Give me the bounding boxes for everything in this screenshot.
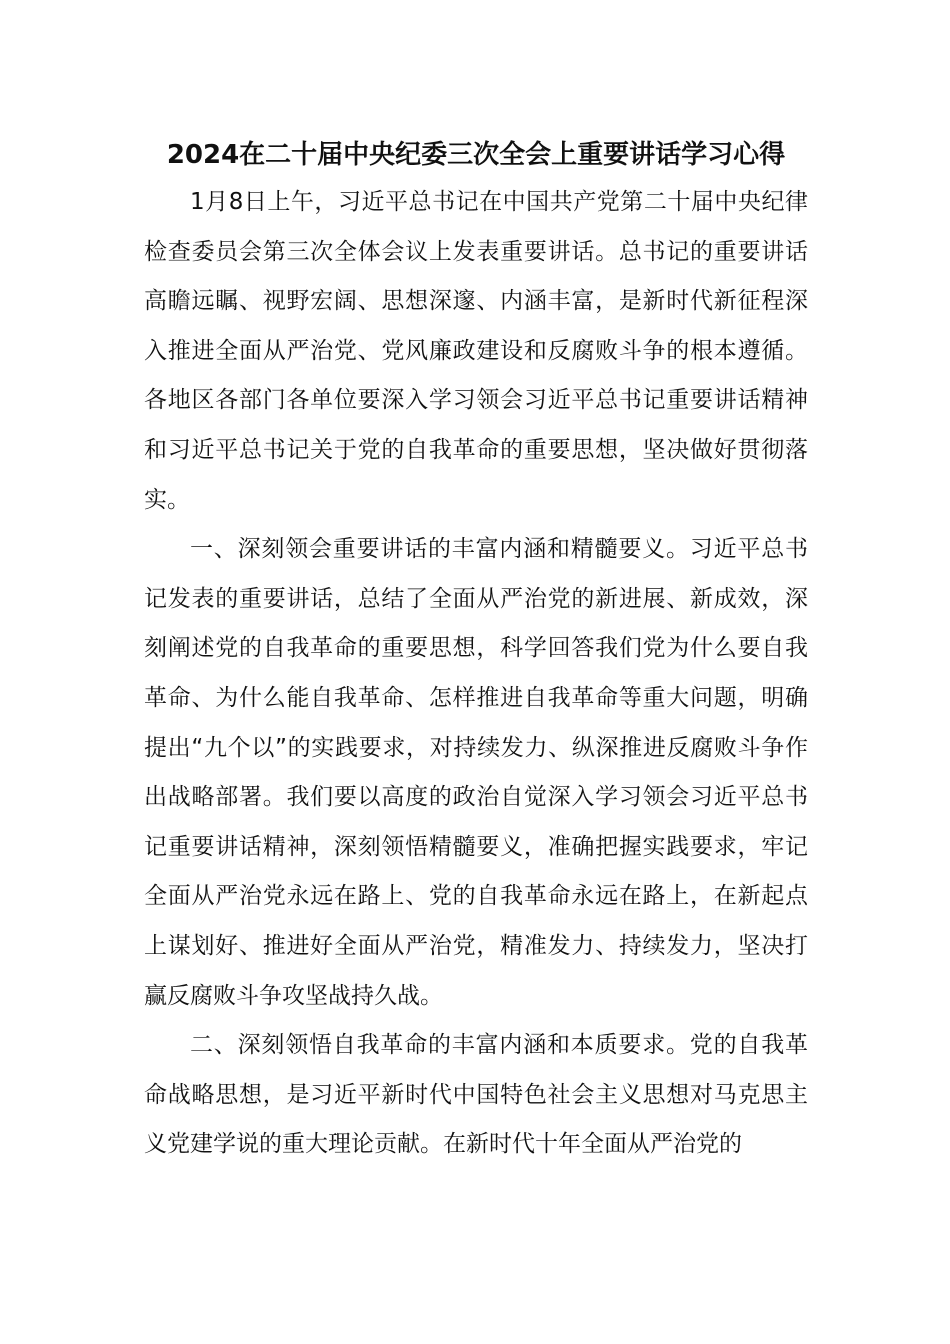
paragraph-section-two: 二、深刻领悟自我革命的丰富内涵和本质要求。党的自我革命战略思想，是习近平新时代中国特色社会主义思想对马克思主义党建学说的重大理论贡献。在新时代十年全面从严治党的	[144, 1032, 808, 1158]
document-body	[144, 132, 808, 1170]
paragraph-section-one: 一、深刻领会重要讲话的丰富内涵和精髓要义。习近平总书记发表的重要讲话，总结了全面从严治党的新进展、新成效，深刻阐述党的自我革命的重要思想，科学回答我们党为什么要自我革命、为什么能自我革命、怎样推进自我革命等重大问题，明确提出“九个以”的实践要求，对持续发力、纵深推进反腐败斗争作出战略部署。我们要以高度的政治自觉深入学习领会习近平总书记重要讲话精神，深刻领悟精髓要义，准确把握实践要求，牢记全面从严治党永远在路上、党的自我革命永远在路上，在新起点上谋划好、推进好全面从严治党，精准发力、持续发力，坚决打赢反腐败斗争攻坚战持久战。	[144, 536, 808, 1009]
paragraph-intro: 1月8日上午，习近平总书记在中国共产党第二十届中央纪律检查委员会第三次全体会议上发表重要讲话。总书记的重要讲话高瞻远瞩、视野宏阔、思想深邃、内涵丰富，是新时代新征程深入推进全面从严治党、党风廉政建设和反腐败斗争的根本遵循。各地区各部门各单位要深入学习领会习近平总书记重要讲话精神和习近平总书记关于党的自我革命的重要思想，坚决做好贯彻落实。	[144, 189, 808, 513]
document-title: 2024在二十届中央纪委三次全会上重要讲话学习心得	[166, 140, 786, 170]
